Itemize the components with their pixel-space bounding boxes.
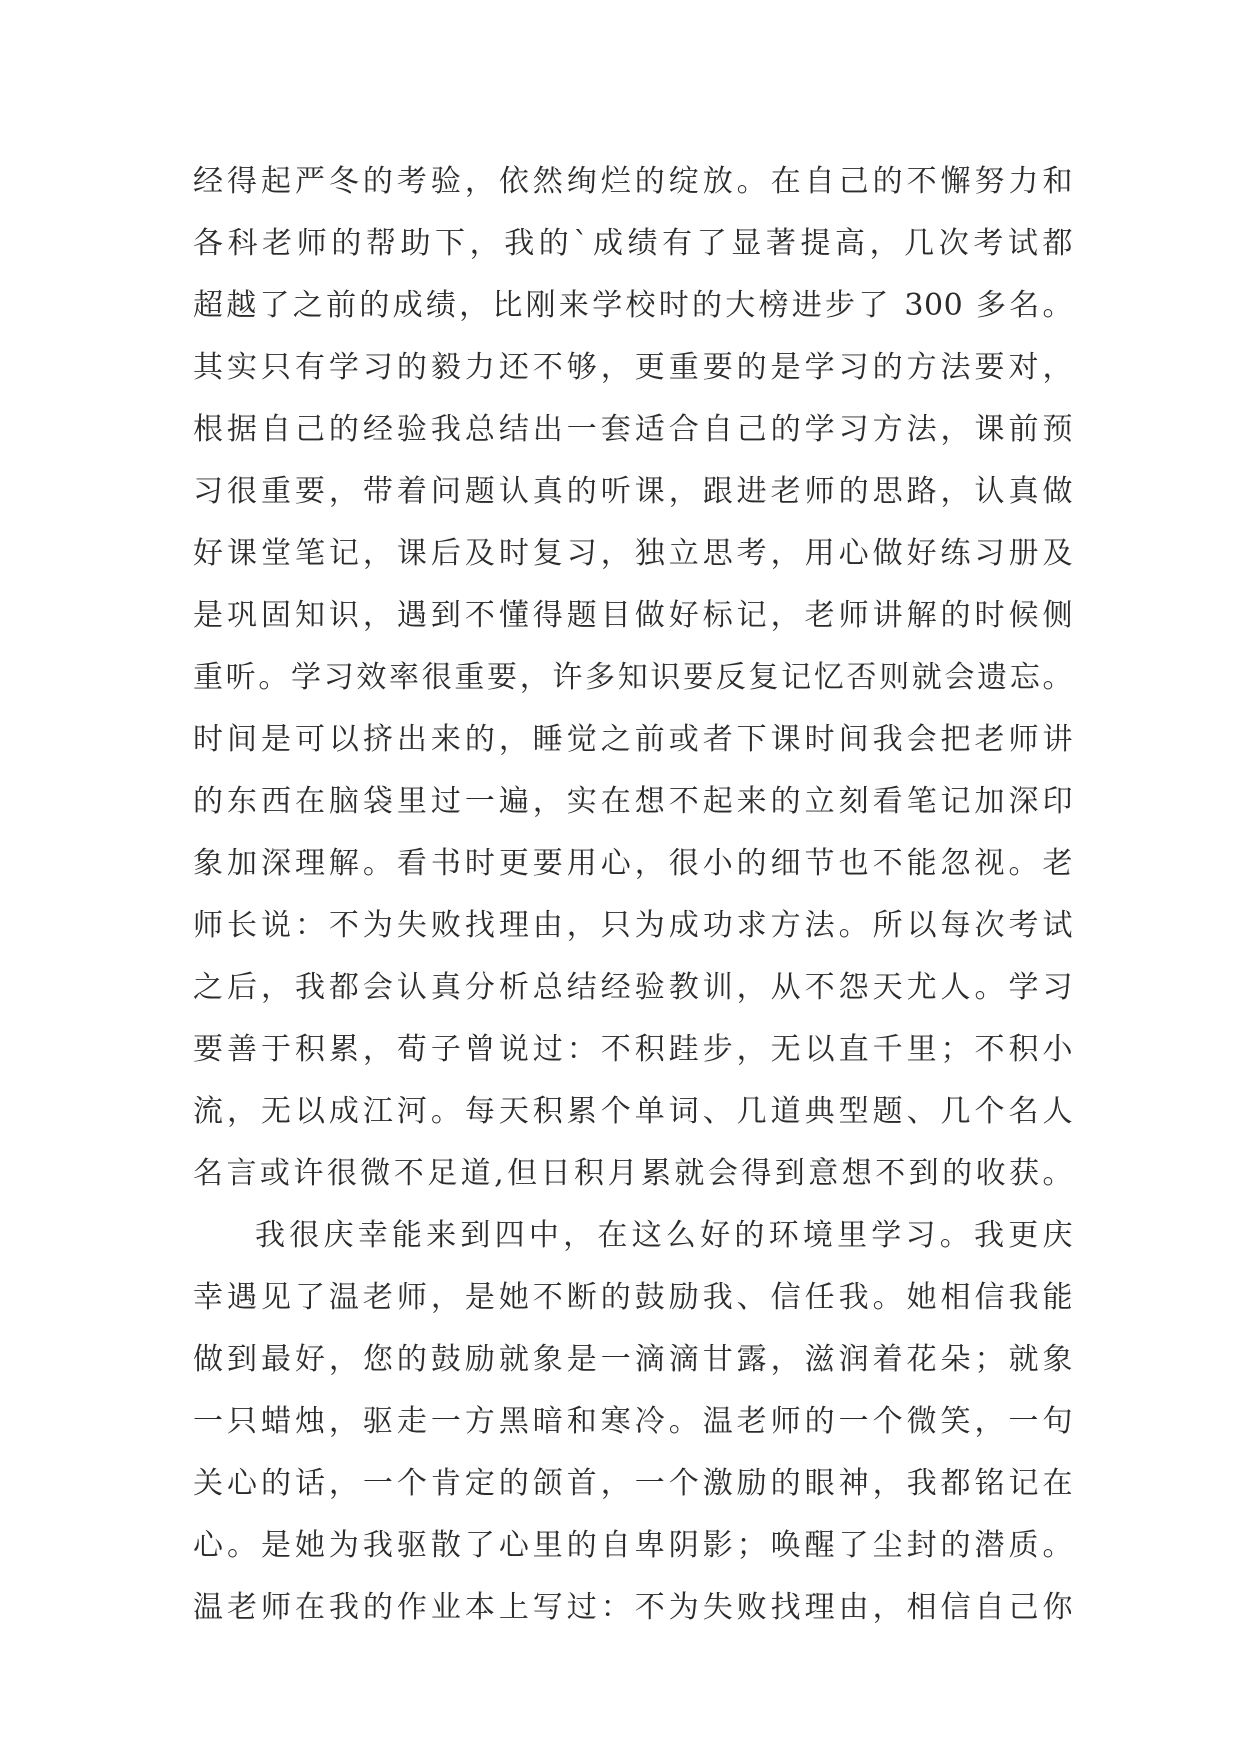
text-line: 之后，我都会认真分析总结经验教训，从不怨天尤人。学习 [193,970,1073,1005]
text-line: 温老师在我的作业本上写过：不为失败找理由，相信自己你 [193,1590,1073,1625]
text-line: 好课堂笔记，课后及时复习，独立思考，用心做好练习册及 [193,536,1073,571]
text-line: 一只蜡烛，驱走一方黑暗和寒冷。温老师的一个微笑，一句 [193,1404,1073,1439]
text-line: 经得起严冬的考验，依然绚烂的绽放。在自己的不懈努力和 [193,164,1073,199]
text-line: 习很重要，带着问题认真的听课，跟进老师的思路，认真做 [193,474,1073,509]
text-line: 做到最好，您的鼓励就象是一滴滴甘露，滋润着花朵；就象 [193,1342,1073,1377]
text-line: 幸遇见了温老师，是她不断的鼓励我、信任我。她相信我能 [193,1280,1073,1315]
text-line: 象加深理解。看书时更要用心，很小的细节也不能忽视。老 [193,846,1073,881]
text-line: 要善于积累，荀子曾说过：不积跬步，无以直千里；不积小 [193,1032,1073,1067]
text-line: 名言或许很微不足道,但日积月累就会得到意想不到的收获。 [193,1156,1073,1191]
text-line: 时间是可以挤出来的，睡觉之前或者下课时间我会把老师讲 [193,722,1073,757]
text-line: 根据自己的经验我总结出一套适合自己的学习方法，课前预 [193,412,1073,447]
text-line: 重听。学习效率很重要，许多知识要反复记忆否则就会遗忘。 [193,660,1073,695]
text-line: 流，无以成江河。每天积累个单词、几道典型题、几个名人 [193,1094,1073,1129]
text-line: 各科老师的帮助下，我的`成绩有了显著提高，几次考试都 [193,226,1073,261]
text-line: 是巩固知识，遇到不懂得题目做好标记，老师讲解的时候侧 [193,598,1073,633]
text-line: 其实只有学习的毅力还不够，更重要的是学习的方法要对， [193,350,1073,385]
text-line: 心。是她为我驱散了心里的自卑阴影；唤醒了尘封的潜质。 [193,1528,1073,1563]
text-line: 师长说：不为失败找理由，只为成功求方法。所以每次考试 [193,908,1073,943]
paragraph-first-line: 我很庆幸能来到四中，在这么好的环境里学习。我更庆 [255,1218,1073,1253]
text-line: 关心的话，一个肯定的颌首，一个激励的眼神，我都铭记在 [193,1466,1073,1501]
text-line: 的东西在脑袋里过一遍，实在想不起来的立刻看笔记加深印 [193,784,1073,819]
text-line: 超越了之前的成绩，比刚来学校时的大榜进步了 300 多名。 [193,288,1073,323]
